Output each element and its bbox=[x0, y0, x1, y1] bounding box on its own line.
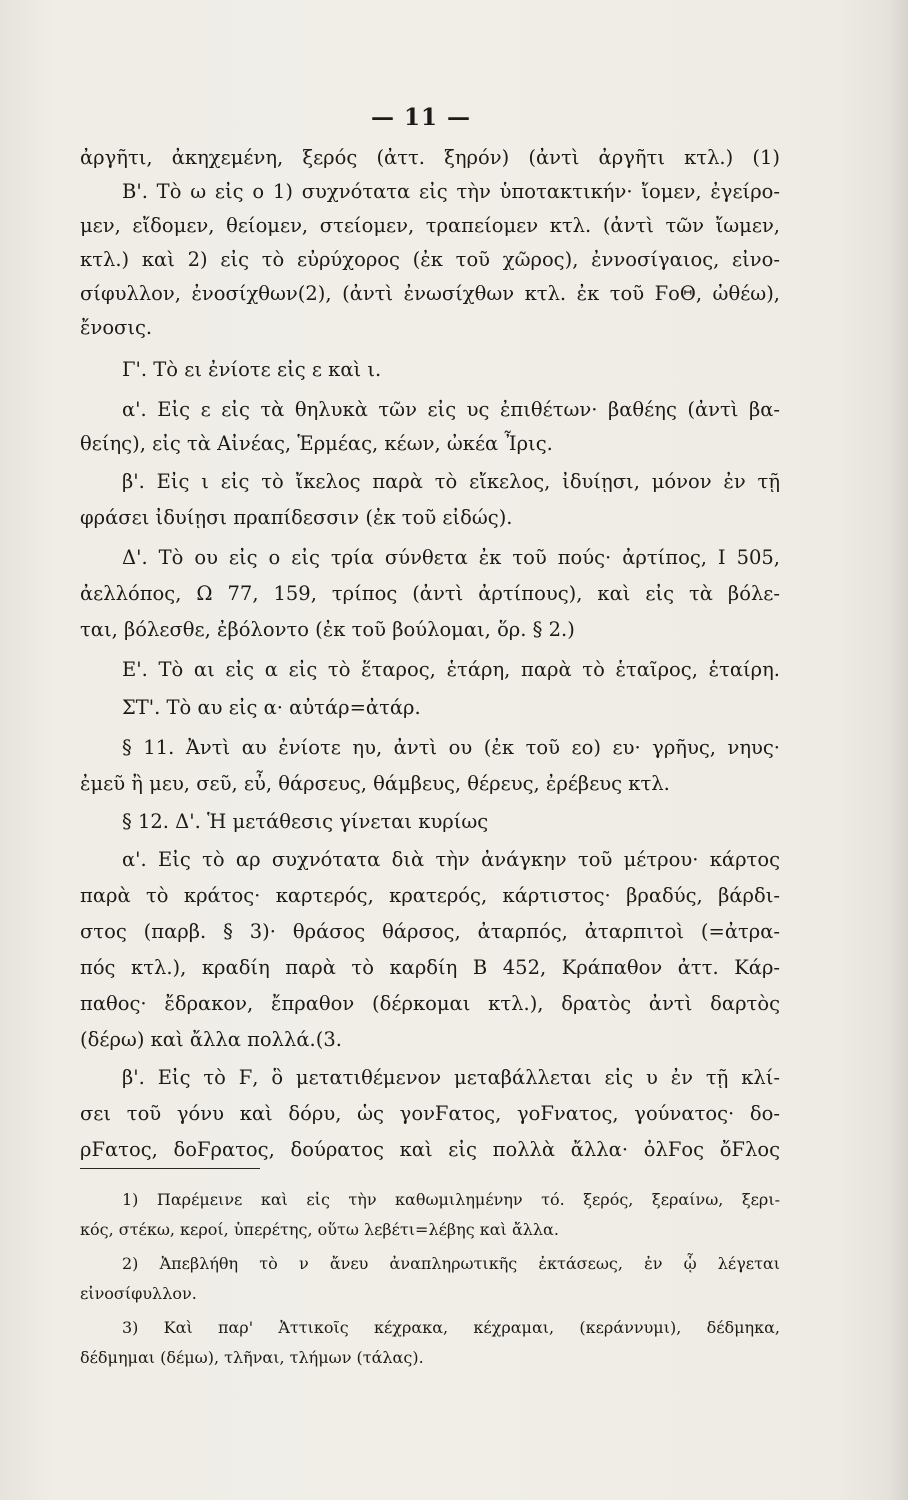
footnote-line: εἰνοσίφυλλον. bbox=[80, 1284, 197, 1303]
text-line: σει τοῦ γόνυ καὶ δόρυ, ὡς γονϜατος, γοϜνατος, γούνατος· δο- bbox=[80, 1102, 780, 1125]
text-line: πός κτλ.), κραδίη παρὰ τὸ καρδίη Β 452, Κράπαθον ἀττ. Κάρ- bbox=[80, 956, 780, 979]
text-line: ἔνοσις. bbox=[80, 316, 153, 339]
text-line: κτλ.) καὶ 2) εἰς τὸ εὐρύχορος (ἐκ τοῦ χῶρος), ἐννοσίγαιος, εἰνο- bbox=[80, 248, 780, 271]
text-line: ἀελλόπος, Ω 77, 159, τρίπος (ἀντὶ ἀρτίπους), καὶ εἰς τὰ βόλε- bbox=[80, 582, 780, 605]
text-line: Γ'. Τὸ ει ἐνίοτε εἰς ε καὶ ι. bbox=[122, 358, 382, 381]
footnote-line: 1) Παρέμεινε καὶ εἰς τὴν καθωμιλημένην τό. ξερός, ξεραίνω, ξερι- bbox=[122, 1190, 780, 1209]
text-line: α'. Εἰς τὸ αρ συχνότατα διὰ τὴν ἀνάγκην τοῦ μέτρου· κάρτος bbox=[122, 848, 780, 871]
text-line: ται, βόλεσθε, ἐβόλοντο (ἐκ τοῦ βούλομαι, ὅρ. § 2.) bbox=[80, 618, 575, 641]
text-line: στος (παρβ. § 3)· θράσος θάρσος, ἀταρπός, ἀταρπιτοὶ (=ἀτρα- bbox=[80, 920, 780, 943]
text-line: § 11. Ἀντὶ αυ ἐνίοτε ηυ, ἀντὶ ου (ἐκ τοῦ εο) ευ· γρῆυς, νηυς· bbox=[122, 736, 780, 759]
text-line: Β'. Τὸ ω εἰς ο 1) συχνότατα εἰς τὴν ὑποτακτικήν· ἴομεν, ἐγείρο- bbox=[122, 180, 780, 203]
text-line: μεν, εἴδομεν, θείομεν, στείομεν, τραπείομεν κτλ. (ἀντὶ τῶν ἴωμεν, bbox=[80, 214, 780, 237]
page-fold-shadow bbox=[888, 0, 908, 1500]
text-line: σίφυλλον, ἐνοσίχθων(2), (ἀντὶ ἐνωσίχθων κτλ. ἐκ τοῦ ϜοΘ, ὠθέω), bbox=[80, 282, 780, 305]
text-line: θείης), εἰς τὰ Αἰνέας, Ἑρμέας, κέων, ὠκέα Ἶρις. bbox=[80, 432, 553, 455]
footnote-line: 3) Καὶ παρ' Ἀττικοῖς κέχρακα, κέχραμαι, (κεράννυμι), δέδμηκα, bbox=[122, 1318, 780, 1337]
text-line: παρὰ τὸ κράτος· καρτερός, κρατερός, κάρτιστος· βραδύς, βάρδι- bbox=[80, 884, 780, 907]
text-line: Ε'. Τὸ αι εἰς α εἰς τὸ ἕταρος, ἑτάρη, παρὰ τὸ ἑταῖρος, ἑταίρη. bbox=[122, 658, 780, 681]
text-line: β'. Εἰς τὸ Ϝ, ὃ μετατιθέμενον μεταβάλλεται εἰς υ ἐν τῇ κλί- bbox=[122, 1066, 780, 1089]
page-number-header: — 11 — bbox=[370, 104, 472, 131]
footnote-line: 2) Ἀπεβλήθη τὸ ν ἄνευ ἀναπληρωτικῆς ἐκτάσεως, ἐν ᾧ λέγεται bbox=[122, 1254, 780, 1273]
text-line: φράσει ἰδυίῃσι πραπίδεσσιν (ἐκ τοῦ εἰδώς). bbox=[80, 506, 513, 529]
footnote-line: δέδμημαι (δέμω), τλῆναι, τλήμων (τάλας). bbox=[80, 1348, 424, 1367]
footnote-line: κός, στέκω, κεροί, ὑπερέτης, οὕτω λεβέτι=λέβης καὶ ἄλλα. bbox=[80, 1220, 559, 1239]
text-line: α'. Εἰς ε εἰς τὰ θηλυκὰ τῶν εἰς υς ἐπιθέτων· βαθέης (ἀντὶ βα- bbox=[122, 398, 780, 421]
text-line: ἀργῆτι, ἀκηχεμένη, ξερός (ἀττ. ξηρόν) (ἀντὶ ἀργῆτι κτλ.) (1) bbox=[80, 146, 780, 169]
text-line: ἐμεῦ ἢ μευ, σεῦ, εὖ, θάρσευς, θάμβευς, θέρευς, ἐρέβευς κτλ. bbox=[80, 772, 670, 795]
text-line: παθος· ἔδρακον, ἔπραθον (δέρκομαι κτλ.), δρατὸς ἀντὶ δαρτὸς bbox=[80, 992, 780, 1015]
text-line: (δέρω) καὶ ἄλλα πολλά.(3. bbox=[80, 1028, 342, 1051]
footnote-separator bbox=[80, 1168, 260, 1169]
text-line: β'. Εἰς ι εἰς τὸ ἴκελος παρὰ τὸ εἴκελος, ἰδυίῃσι, μόνον ἐν τῇ bbox=[122, 470, 780, 493]
text-line: ΣΤ'. Τὸ αυ εἰς α· αὐτάρ=ἀτάρ. bbox=[122, 696, 421, 719]
text-line: Δ'. Τὸ ου εἰς ο εἰς τρία σύνθετα ἐκ τοῦ πούς· ἀρτίπος, Ι 505, bbox=[122, 546, 780, 569]
text-line: ρϜατος, δοϜρατος, δούρατος καὶ εἰς πολλὰ ἄλλα· ὀλϜος ὄϜλος bbox=[80, 1138, 780, 1161]
text-line: § 12. Δ'. Ἡ μετάθεσις γίνεται κυρίως bbox=[122, 810, 489, 833]
